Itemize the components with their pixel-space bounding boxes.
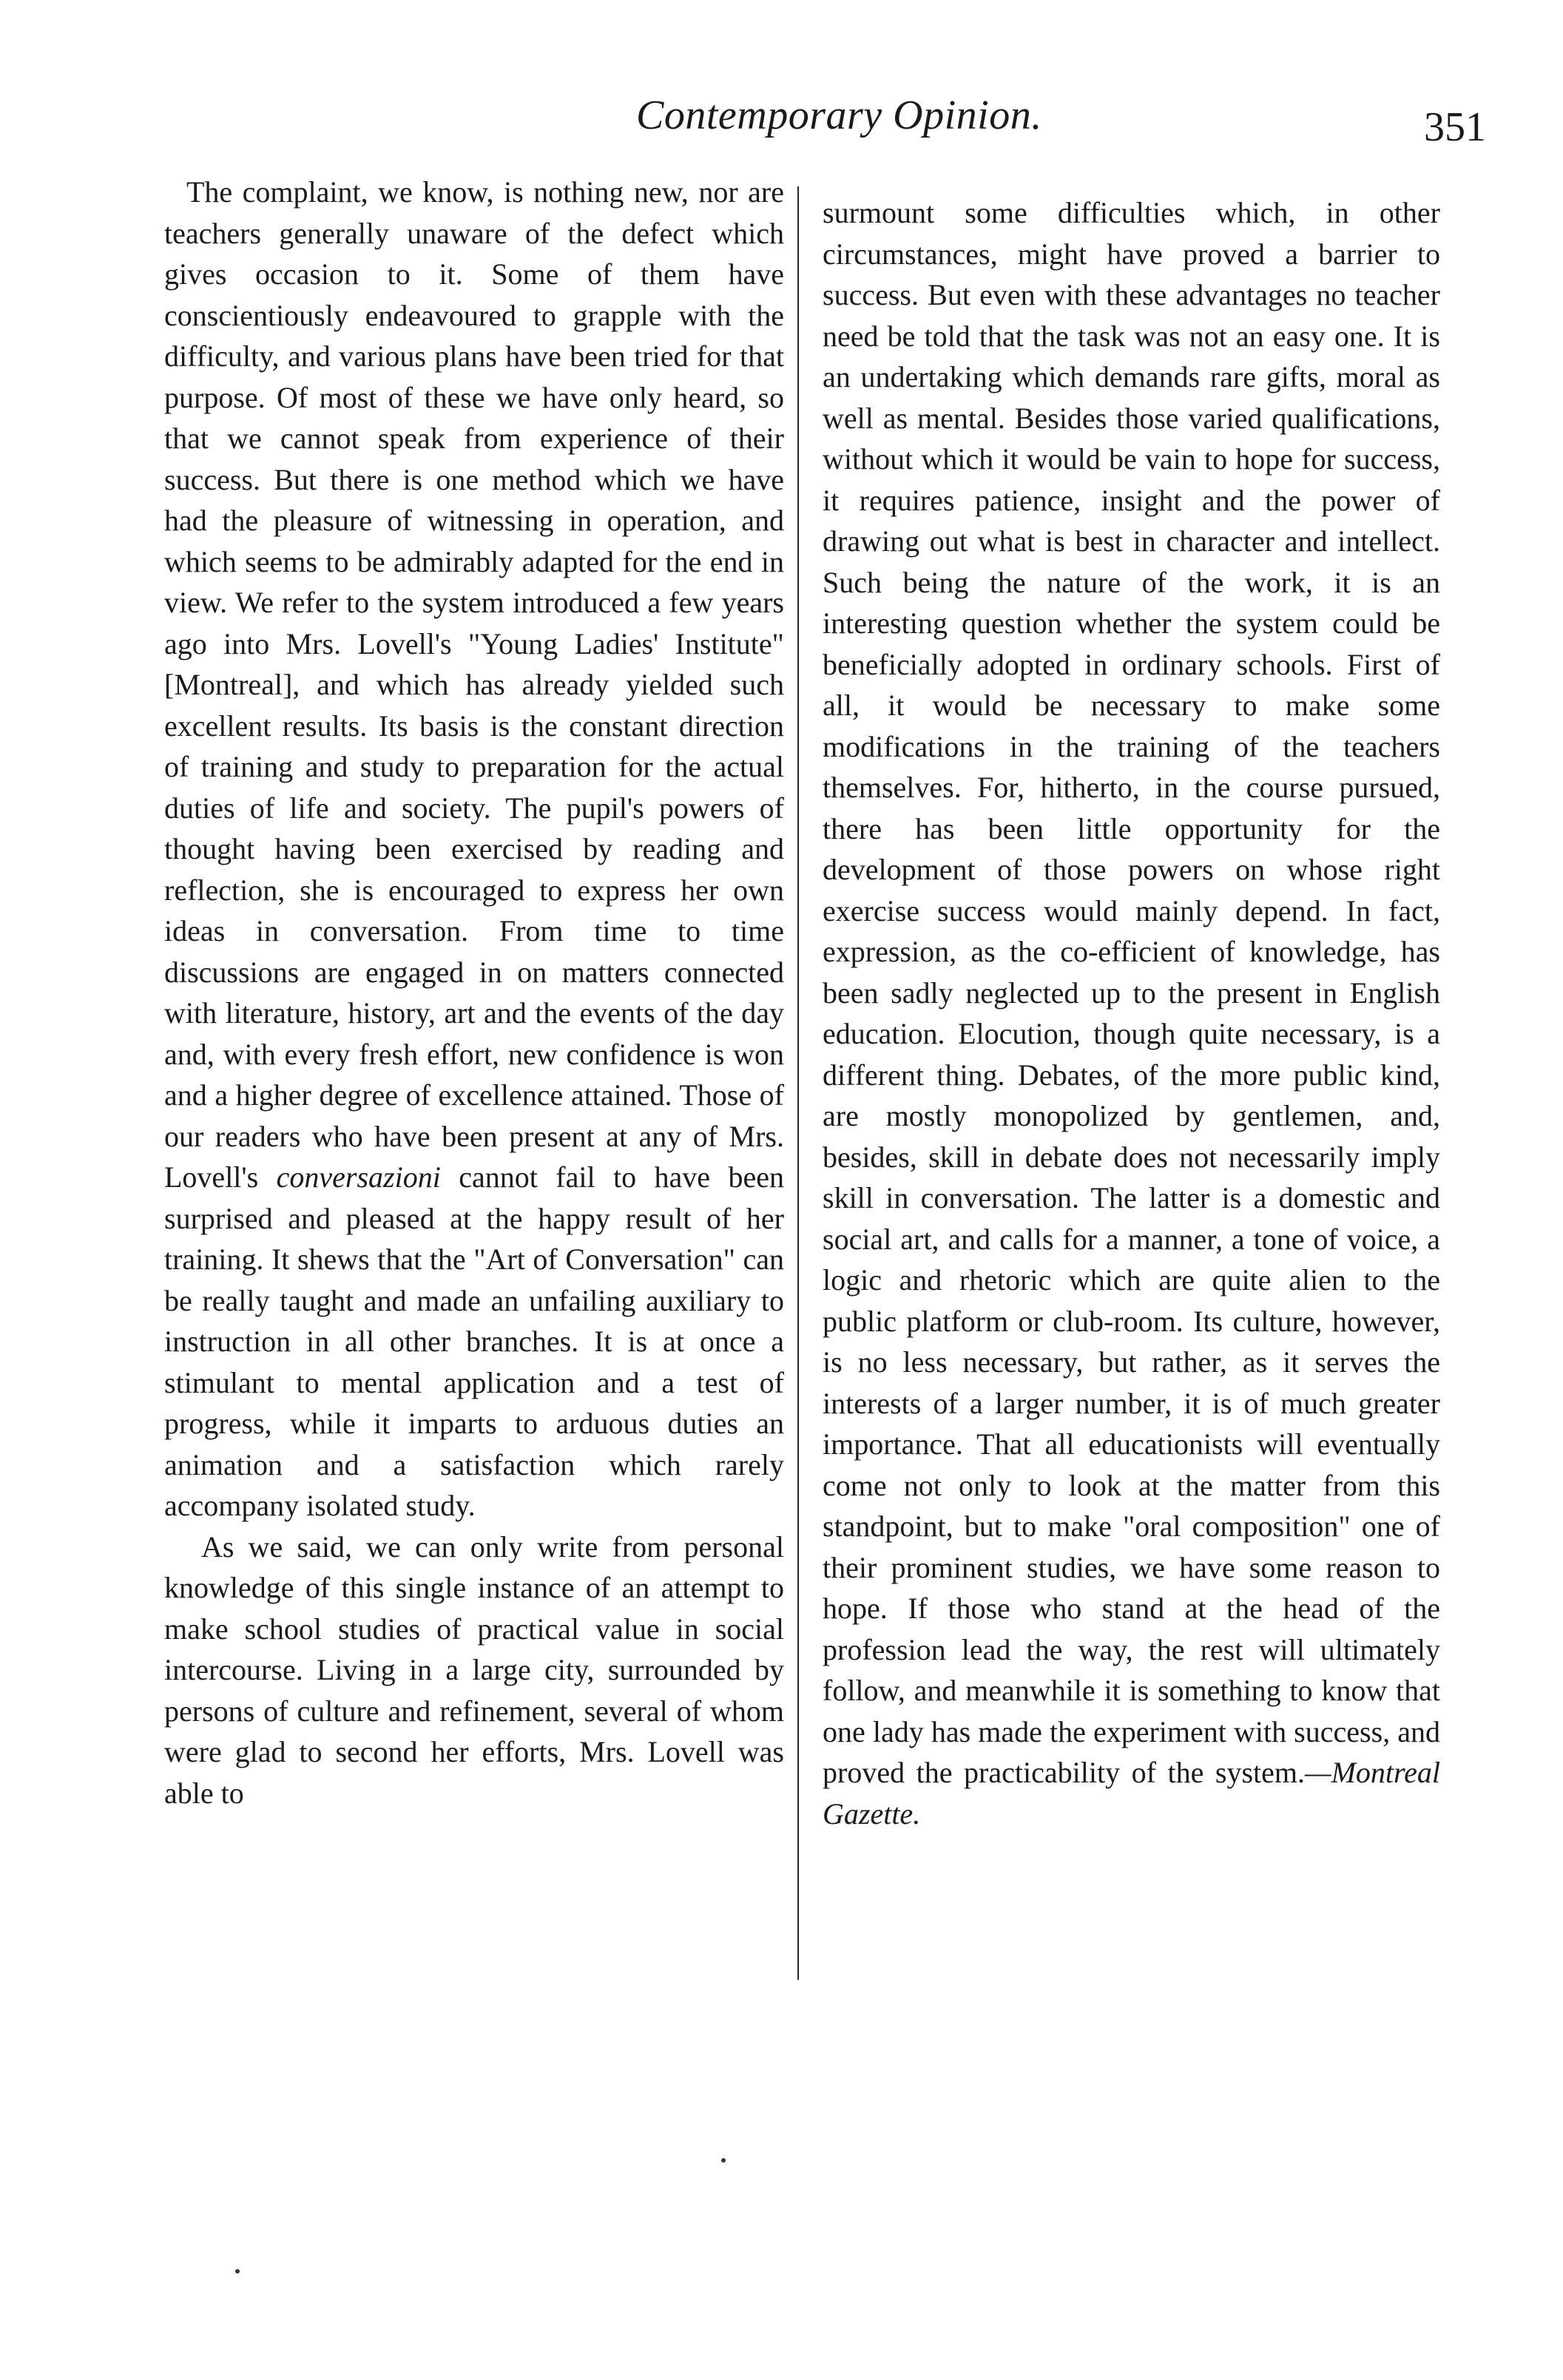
right-paragraph-1-text: surmount some difficulties which, in other circumstances, might have proved a barrier to success. But even with these advantages no teacher need be told that the task was not an easy one. It is an undertaking which demands rare gifts, moral as well as mental. Besides those varied qualifications, without which it would be vain to hope for success, it requires patience, insight and the power of drawing out what is best in character and intellect. Such being the nature of the work, it is an interesting question whether the system could be beneficially adopted in ordinary schools. First of all, it would be necessary to make some modifications in the training of the teachers themselves. For, hitherto, in the course pursued, there has been little opportunity for the development of those powers on whose right exercise success would mainly depend. In fact, expression, as the co-efficient of knowledge, has been sadly neglected up to the present in English education. Elocution, though quite necessary, is a different thing. Debates, of the more public kind, are mostly monopolized by gentlemen, and, besides, skill in debate does not necessarily imply skill in conversation. The latter is a domestic and social art, and calls for a manner, a tone of voice, a logic and rhetoric which are quite alien to the public platform or club-room. Its culture, however, is no less necessary, but rather, as it serves the interests of a larger number, it is of much greater importance. That all educationists will eventually come not only to look at the matter from this standpoint, but to make "oral composition" one of their prominent studies, we have some reason to hope. If those who stand at the head of the profession lead the way, the rest will ultimately follow, and meanwhile it is something to know that one lady has made the experiment with success, and proved the practicability of the system. [823, 196, 1440, 1789]
attribution: —Montreal Gazette. [823, 1756, 1440, 1830]
left-paragraph-2: As we said, we can only write from personal knowledge of this single instance of an attempt to make school studies of practical value in social intercourse. Living in a large city, surrounded by persons of culture and refinement, several of whom were glad to second her efforts, Mrs. Lovell was able to [164, 1529, 784, 1810]
running-head [0, 87, 1563, 150]
right-paragraph-1 [823, 192, 1440, 1834]
left-paragraph-1 [164, 172, 784, 1527]
left-column [164, 172, 784, 1813]
running-title: Contemporary Opinion. [636, 92, 1042, 138]
left-paragraph-1-text: The complaint, we know, is nothing new, nor are teachers generally unaware of the defect which gives occasion to it. Some of them have conscientiously endeavoured to grapple with the difficulty, and various plans have been tried for that purpose. Of most of these we have only heard, so that we cannot speak from experience of their success. But there is one method which we have had the pleasure of witnessing in operation, and which seems to be admirably adapted for the end in view. We refer to the system introduced a few years ago into Mrs. Lovell's "Young Ladies' Institute" [Montreal], and which has already yielded such excellent results. Its basis is the constant direction of training and study to preparation for the actual duties of life and society. The pupil's powers of thought having been exercised by reading and reflection, she is encouraged to express her own ideas in conversation. From time to time discussions are engaged in on matters connected with literature, history, art and the events of the day and, with every fresh effort, new confidence is won and a higher degree of excellence attained. Those of our readers who have been present at any of Mrs. Lovell's [164, 175, 784, 1194]
column-divider [797, 186, 799, 1980]
page-number: 351 [1424, 104, 1486, 150]
right-column [823, 192, 1440, 1834]
ink-speck [235, 2269, 240, 2273]
ink-speck [721, 2158, 726, 2163]
italic-term: conversazioni [276, 1160, 441, 1194]
left-paragraph-1-tail: cannot fail to have been surprised and pleased at the happy result of her training. It shews that the "Art of Conversation" can be really taught and made an unfailing auxiliary to instruction in all other branches. It is at once a stimulant to mental application and a test of progress, while it imparts to arduous duties an animation and a satisfaction which rarely accompany isolated study. [164, 1160, 784, 1522]
